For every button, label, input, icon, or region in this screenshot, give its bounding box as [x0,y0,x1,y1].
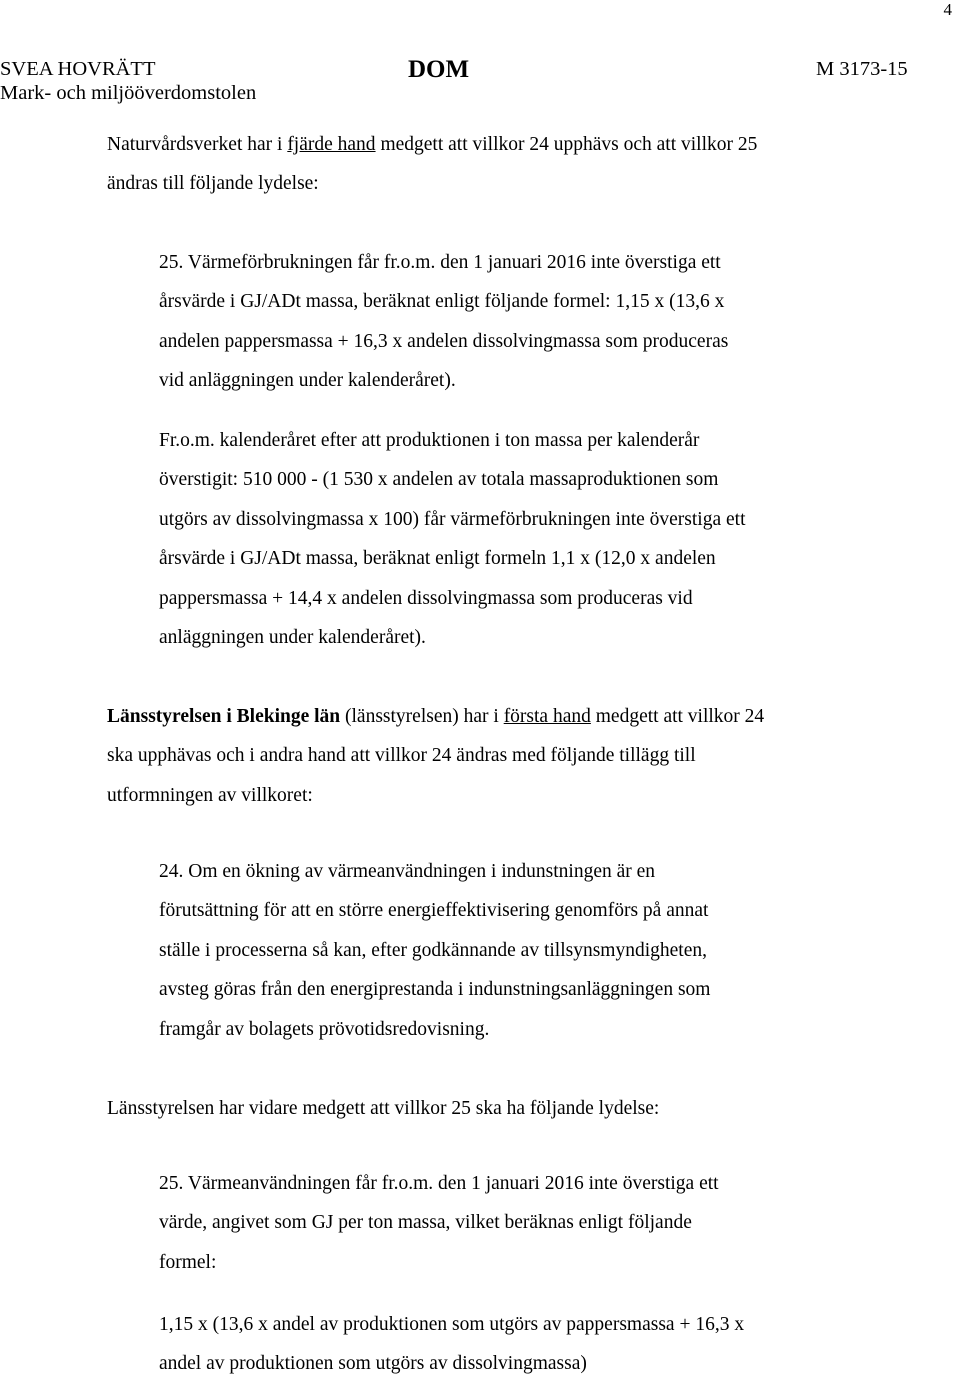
text-line: ställe i processerna så kan, efter godkännande av tillsynsmyndigheten, [159,939,707,961]
quoted-condition-25-lansstyrelsen [159,1164,879,1282]
text-line: formel: [159,1251,217,1273]
text-line [107,697,887,736]
paragraph-lansstyrelsen [107,697,887,815]
quoted-condition-25-alt2 [159,421,879,657]
text-span: medgett att villkor 24 [590,706,765,727]
text-line: värde, angivet som GJ per ton massa, vilket beräknas enligt följande [159,1212,692,1234]
text-line: utformningen av villkoret: [107,784,313,806]
bold-text: Länsstyrelsen i Blekinge län [107,706,341,727]
text-line: pappersmassa + 14,4 x andelen dissolvingmassa som produceras vid [159,587,693,609]
case-number: M 3173-15 [816,58,908,80]
text-line: anläggningen under kalenderåret). [159,627,426,649]
text-span: (länsstyrelsen) har i [340,706,504,727]
text-line: årsvärde i GJ/ADt massa, beräknat enligt följande formel: 1,15 x (13,6 x [159,291,725,313]
text-line: ska upphävas och i andra hand att villkor 24 ändras med följande tillägg till [107,745,696,767]
text-line: vid anläggningen under kalenderåret). [159,370,456,392]
quoted-condition-25-alt1 [159,243,879,401]
text-line: Fr.o.m. kalenderåret efter att produktionen i ton massa per kalenderår [159,430,700,451]
text-span: Naturvårdsverket har i [107,134,288,155]
text-line: 25. Värmeanvändningen får fr.o.m. den 1 januari 2016 inte överstiga ett [159,1173,719,1194]
text-line: 1,15 x (13,6 x andel av produktionen som utgörs av pappersmassa + 16,3 x [159,1314,745,1335]
paragraph-lansstyrelsen-vidare [107,1089,887,1128]
text-line: framgår av bolagets prövotidsredovisning. [159,1018,490,1040]
page-number: 4 [943,0,952,19]
sub-court-name: Mark- och miljööverdomstolen [0,82,257,104]
text-line: årsvärde i GJ/ADt massa, beräknat enligt formeln 1,1 x (12,0 x andelen [159,548,716,570]
text-span: medgett att villkor 24 upphävs och att villkor 25 [375,134,758,155]
document-type: DOM [408,56,470,83]
text-line: andelen pappersmassa + 16,3 x andelen dissolvingmassa som produceras [159,330,729,352]
text-line: ändras till följande lydelse: [107,173,319,195]
text-line: avsteg göras från den energiprestanda i indunstningsanläggningen som [159,979,711,1001]
underlined-text: första hand [503,706,591,727]
text-line: andel av produktionen som utgörs av dissolvingmassa) [159,1353,587,1375]
text-line: Länsstyrelsen har vidare medgett att villkor 25 ska ha följande lydelse: [107,1098,660,1119]
text-line [107,125,887,164]
formula [159,1305,879,1384]
text-line: överstigit: 510 000 - (1 530 x andelen av totala massaproduktionen som [159,469,719,491]
court-name: SVEA HOVRÄTT [0,58,156,80]
underlined-text: fjärde hand [287,134,376,155]
text-line: 24. Om en ökning av värmeanvändningen i indunstningen är en [159,861,656,882]
paragraph-naturvardsverket [107,125,887,204]
quoted-condition-24 [159,852,879,1049]
text-line: förutsättning för att en större energieffektivisering genomförs på annat [159,900,709,922]
text-line: utgörs av dissolvingmassa x 100) får värmeförbrukningen inte överstiga ett [159,508,746,530]
text-line: 25. Värmeförbrukningen får fr.o.m. den 1 januari 2016 inte överstiga ett [159,252,721,273]
